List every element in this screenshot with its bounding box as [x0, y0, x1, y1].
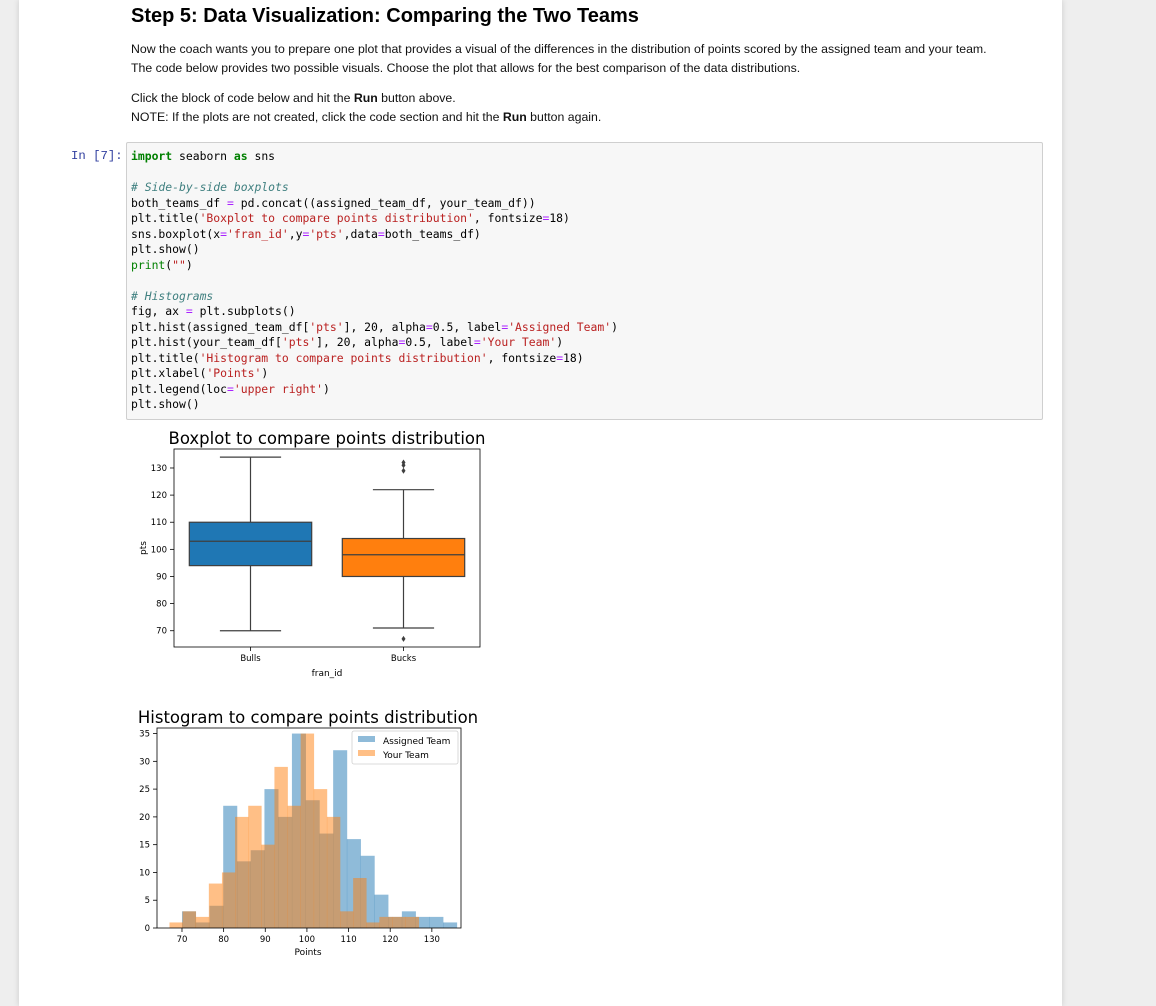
- instructions-paragraph: [131, 89, 601, 126]
- code-line: # Side-by-side boxplots: [131, 180, 289, 194]
- x-tick-label: 90: [259, 935, 271, 945]
- boxplot-figure: [130, 425, 500, 680]
- note-text-a: NOTE: If the plots are not created, click the code section and hit the: [131, 109, 503, 124]
- y-tick-label: 80: [156, 599, 167, 610]
- y-tick-label: 30: [139, 757, 150, 768]
- input-prompt: In [7]:: [71, 149, 123, 163]
- histogram-bar: [274, 767, 287, 928]
- legend-swatch-yours: [358, 750, 375, 756]
- histogram-bar: [406, 917, 419, 928]
- legend-label-assigned: Assigned Team: [383, 737, 451, 747]
- histogram-bar: [353, 878, 366, 928]
- box-bulls: [189, 522, 311, 565]
- x-tick-label: Bucks: [390, 654, 417, 664]
- histogram-figure: [130, 705, 490, 963]
- run-bold-2: Run: [502, 109, 527, 124]
- histogram-bar: [379, 917, 392, 928]
- histogram-bar: [429, 917, 443, 928]
- boxplot-xlabel: fran_id: [311, 669, 343, 679]
- histogram-bar: [327, 817, 340, 928]
- y-tick-label: 10: [139, 868, 150, 879]
- histogram-bar: [443, 922, 457, 928]
- y-tick-label: 35: [139, 729, 150, 740]
- boxplot-ylabel: pts: [139, 541, 149, 555]
- code-line: import seaborn as sns: [131, 149, 276, 163]
- instruction-text-b: button above.: [377, 91, 456, 105]
- legend-label-yours: Your Team: [383, 751, 429, 761]
- histogram-bar: [222, 872, 235, 928]
- code-line: plt.hist(your_team_df['pts'], 20, alpha=0.5, label='Your Team'): [131, 335, 564, 349]
- x-tick-label: 70: [176, 935, 188, 945]
- note-text-b: button again.: [526, 109, 602, 124]
- boxplot-title: Boxplot to compare points distribution: [168, 429, 486, 448]
- legend-swatch-assigned: [358, 736, 375, 742]
- code-line: plt.title('Histogram to compare points distribution', fontsize=18): [131, 350, 584, 365]
- x-tick-label: 80: [218, 935, 230, 945]
- x-tick-label: 110: [340, 935, 357, 945]
- y-tick-label: 20: [139, 812, 150, 823]
- y-tick-label: 120: [150, 491, 167, 502]
- y-tick-label: 130: [150, 463, 167, 474]
- histogram-bar: [301, 734, 314, 928]
- histogram-legend: [352, 731, 458, 764]
- instruction-text-a: Click the block of code below and hit the: [131, 91, 354, 105]
- histogram-bar: [248, 806, 261, 928]
- intro-line-2: The code below provides two possible visuals. Choose the plot that allows for the best comparison of the data distributions.: [131, 60, 801, 75]
- x-tick-label: 100: [298, 935, 316, 945]
- histogram-bar: [340, 911, 353, 928]
- histogram-bar: [196, 917, 209, 928]
- code-line: plt.xlabel('Points'): [131, 366, 269, 380]
- histogram-xlabel: Points: [294, 948, 322, 958]
- y-tick-label: 15: [139, 840, 150, 851]
- y-tick-label: 110: [150, 518, 167, 529]
- code-line: # Histograms: [131, 288, 214, 303]
- code-line: plt.hist(assigned_team_df['pts'], 20, alpha=0.5, label='Assigned Team'): [131, 319, 618, 334]
- histogram-bar: [366, 922, 379, 928]
- histogram-bar: [209, 884, 222, 928]
- histogram-bar: [169, 922, 182, 928]
- run-bold-1: Run: [353, 91, 378, 105]
- code-line: plt.show(): [131, 397, 200, 411]
- section-heading: Step 5: Data Visualization: Comparing the Two Teams: [131, 5, 639, 27]
- code-line: sns.boxplot(x='fran_id',y='pts',data=both_teams_df): [131, 226, 481, 241]
- histogram-bar: [288, 806, 301, 928]
- code-line: plt.title('Boxplot to compare points distribution', fontsize=18): [131, 211, 570, 225]
- histogram-bar: [392, 917, 405, 928]
- code-line: print(""): [131, 257, 193, 272]
- code-line: both_teams_df = pd.concat((assigned_team_df, your_team_df)): [131, 195, 536, 210]
- code-line: plt.legend(loc='upper right'): [131, 381, 330, 396]
- histogram-title: Histogram to compare points distribution: [137, 708, 479, 727]
- code-line: plt.show(): [131, 242, 200, 256]
- histogram-bar: [183, 911, 196, 928]
- histogram-bar: [261, 845, 274, 928]
- y-tick-label: 70: [156, 626, 167, 637]
- code-editor[interactable]: [131, 149, 618, 413]
- histogram-bar: [235, 817, 248, 928]
- x-tick-label: 120: [382, 935, 399, 945]
- code-line: fig, ax = plt.subplots(): [131, 304, 296, 318]
- x-tick-label: 130: [423, 935, 440, 945]
- intro-line-1: Now the coach wants you to prepare one plot that provides a visual of the differences in the distribution of points scored by the assigned team and your team.: [131, 42, 987, 56]
- y-tick-label: 100: [150, 545, 167, 556]
- y-tick-label: 5: [144, 896, 150, 907]
- box-bucks: [342, 539, 464, 577]
- intro-paragraph: [131, 40, 987, 77]
- y-tick-label: 25: [139, 785, 150, 796]
- histogram-bar: [314, 789, 327, 928]
- y-tick-label: 0: [144, 924, 150, 934]
- y-tick-label: 90: [156, 572, 167, 583]
- x-tick-label: Bulls: [240, 654, 261, 664]
